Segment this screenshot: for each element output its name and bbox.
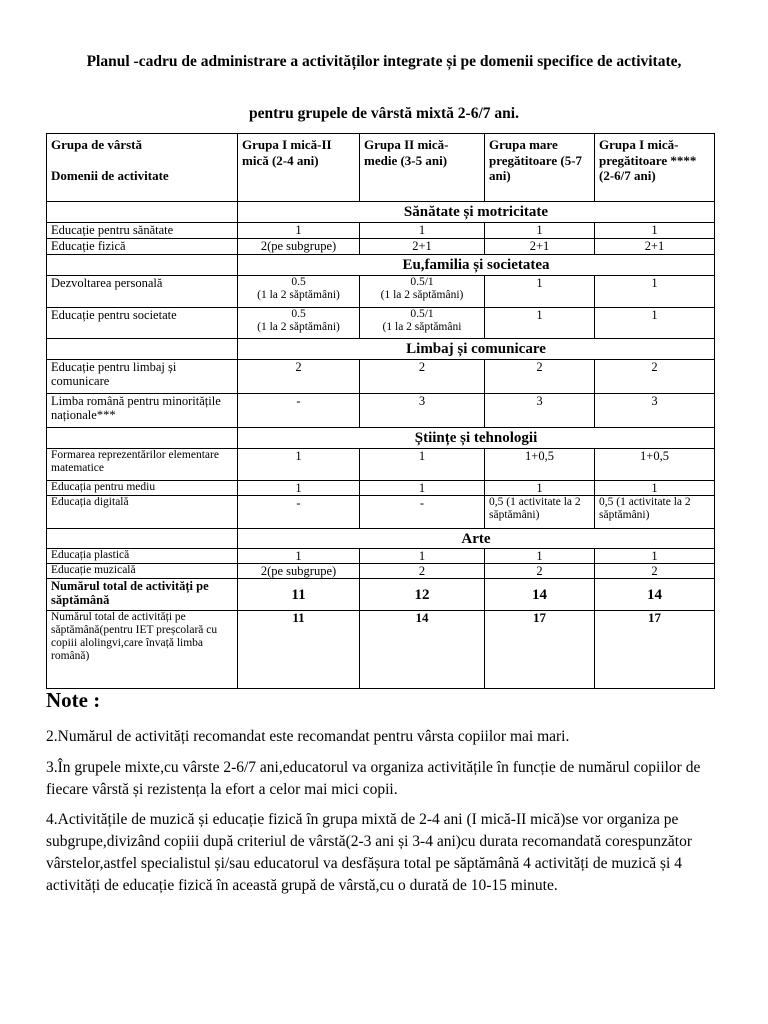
header-domains: Domenii de activitate [51, 167, 169, 183]
cell-note: (1 la 2 săptămâni [382, 321, 462, 333]
row-label: Educație fizică [47, 239, 238, 255]
cell: 1 [485, 481, 595, 496]
cell: 1 [485, 308, 595, 339]
section-row [47, 428, 715, 449]
row-label: Educație pentru societate [47, 308, 238, 339]
cell: 2 [485, 564, 595, 579]
document-title: Planul -cadru de administrare a activităților integrate și pe domenii specifice de activitate, [86, 53, 682, 70]
cell: 1 [595, 276, 715, 308]
document-subtitle: pentru grupele de vârstă mixtă 2-6/7 ani. [249, 105, 519, 122]
table-row [47, 223, 715, 239]
row-label: Limba română pentru minoritățile naționale*** [47, 394, 238, 428]
section-title: Eu,familia și societatea [238, 255, 715, 276]
cell: 2 [595, 564, 715, 579]
section-title: Sănătate și motricitate [238, 202, 715, 223]
cell: 2+1 [595, 239, 715, 255]
header-col4-name: Grupa I mică-pregătitoare **** [599, 137, 697, 168]
table-row [47, 276, 715, 308]
header-col1: Grupa I mică-II mică (2-4 ani) [238, 134, 360, 202]
cell [238, 276, 360, 308]
header-col2: Grupa II mică-medie (3-5 ani) [360, 134, 485, 202]
header-age-group: Grupa de vârstă [51, 137, 142, 152]
table-row [47, 394, 715, 428]
cell: 2 [485, 360, 595, 394]
table-row [47, 360, 715, 394]
cell: 0,5 (1 activitate la 2 săptămâni) [485, 496, 595, 529]
row-label: Educația plastică [47, 549, 238, 564]
section-title: Arte [238, 529, 715, 549]
table-row [47, 564, 715, 579]
notes-heading: Note : [46, 688, 101, 712]
cell: 1 [595, 481, 715, 496]
cell: 1 [238, 481, 360, 496]
cell: 17 [595, 611, 715, 689]
header-age-domains [47, 134, 238, 202]
cell [238, 308, 360, 339]
cell [360, 308, 485, 339]
cell: 0,5 (1 activitate la 2 săptămâni) [595, 496, 715, 529]
section-row [47, 529, 715, 549]
row-label: Educație pentru limbaj și comunicare [47, 360, 238, 394]
cell: 14 [485, 579, 595, 611]
header-col4 [595, 134, 715, 202]
cell: - [238, 496, 360, 529]
table-row [47, 308, 715, 339]
cell: 3 [360, 394, 485, 428]
cell: 1 [238, 549, 360, 564]
row-label: Numărul total de activități pe săptămână(pentru IET preșcolară cu copiii alolingvi,care învață limba română) [47, 611, 238, 689]
cell: 1 [360, 481, 485, 496]
cell: 2 [360, 360, 485, 394]
cell: 1+0,5 [595, 449, 715, 481]
row-label: Numărul total de activități pe săptămână [47, 579, 238, 611]
note-3: 3.În grupele mixte,cu vârste 2-6/7 ani,educatorul va organiza activitățile în funcție de numărul copiilor de fiecare vârstă și rezistența la efort a celor mai mici copii. [46, 759, 701, 798]
section-row [47, 255, 715, 276]
table-row [47, 549, 715, 564]
table-row [47, 449, 715, 481]
cell: 12 [360, 579, 485, 611]
cell: 1 [360, 223, 485, 239]
cell: 1 [360, 549, 485, 564]
cell: 2(pe subgrupe) [238, 564, 360, 579]
table-row [47, 496, 715, 529]
row-label: Educație muzicală [47, 564, 238, 579]
cell: 2 [595, 360, 715, 394]
cell-note: (1 la 2 săptămâni) [257, 321, 340, 333]
cell: 1 [595, 223, 715, 239]
cell: 1 [595, 549, 715, 564]
cell: 1 [360, 449, 485, 481]
cell: 2(pe subgrupe) [238, 239, 360, 255]
header-col4-age: (2-6/7 ani) [599, 168, 656, 183]
cell [360, 276, 485, 308]
cell: 1 [238, 449, 360, 481]
cell: 11 [238, 579, 360, 611]
cell: 3 [485, 394, 595, 428]
row-label: Educație pentru sănătate [47, 223, 238, 239]
cell: 1+0,5 [485, 449, 595, 481]
cell: 1 [485, 276, 595, 308]
cell: 1 [485, 223, 595, 239]
table-row [47, 239, 715, 255]
cell-value: 0.5 [291, 308, 306, 320]
cell: 2+1 [485, 239, 595, 255]
cell-note: (1 la 2 săptămâni) [380, 289, 464, 301]
cell: - [238, 394, 360, 428]
table-row [47, 611, 715, 689]
activity-plan-table [46, 133, 715, 689]
cell-value: 0.5 [291, 276, 306, 288]
cell: 2+1 [360, 239, 485, 255]
section-row [47, 202, 715, 223]
table-row [47, 579, 715, 611]
cell: 14 [595, 579, 715, 611]
section-title: Limbaj și comunicare [238, 339, 715, 360]
header-col3: Grupa mare pregătitoare (5-7 ani) [485, 134, 595, 202]
row-label: Educația digitală [47, 496, 238, 529]
table-header-row [47, 134, 715, 202]
cell-value: 0.5/1 [410, 276, 434, 288]
cell-note: (1 la 2 săptămâni) [257, 289, 340, 301]
row-label: Formarea reprezentărilor elementare matematice [47, 449, 238, 481]
row-label: Dezvoltarea personală [47, 276, 238, 308]
section-row [47, 339, 715, 360]
table-row [47, 481, 715, 496]
cell: 2 [360, 564, 485, 579]
cell: 3 [595, 394, 715, 428]
note-2: 2.Numărul de activități recomandat este recomandat pentru vârsta copiilor mai mari. [46, 728, 570, 745]
cell-value: 0.5/1 [410, 308, 434, 320]
section-title: Științe și tehnologii [238, 428, 715, 449]
cell: 1 [485, 549, 595, 564]
cell: 1 [595, 308, 715, 339]
cell: 1 [238, 223, 360, 239]
cell: 14 [360, 611, 485, 689]
cell: 11 [238, 611, 360, 689]
cell: 17 [485, 611, 595, 689]
row-label: Educația pentru mediu [47, 481, 238, 496]
note-4: 4.Activitățile de muzică și educație fizică în grupa mixtă de 2-4 ani (I mică-II mică)se vor organiza pe subgrupe,divizând copiii după criteriul de vârstă(2-3 ani și 3-4 ani)cu durata recomandată corespunzător vârstelor,astfel specialistul și/sau educatorul va desfășura total pe săptămână 4 activități de muzică și 4 activități de educație fizică în această grupă de vârstă,cu o durată de 10-15 minute. [46, 811, 693, 894]
cell: 2 [238, 360, 360, 394]
cell: - [360, 496, 485, 529]
